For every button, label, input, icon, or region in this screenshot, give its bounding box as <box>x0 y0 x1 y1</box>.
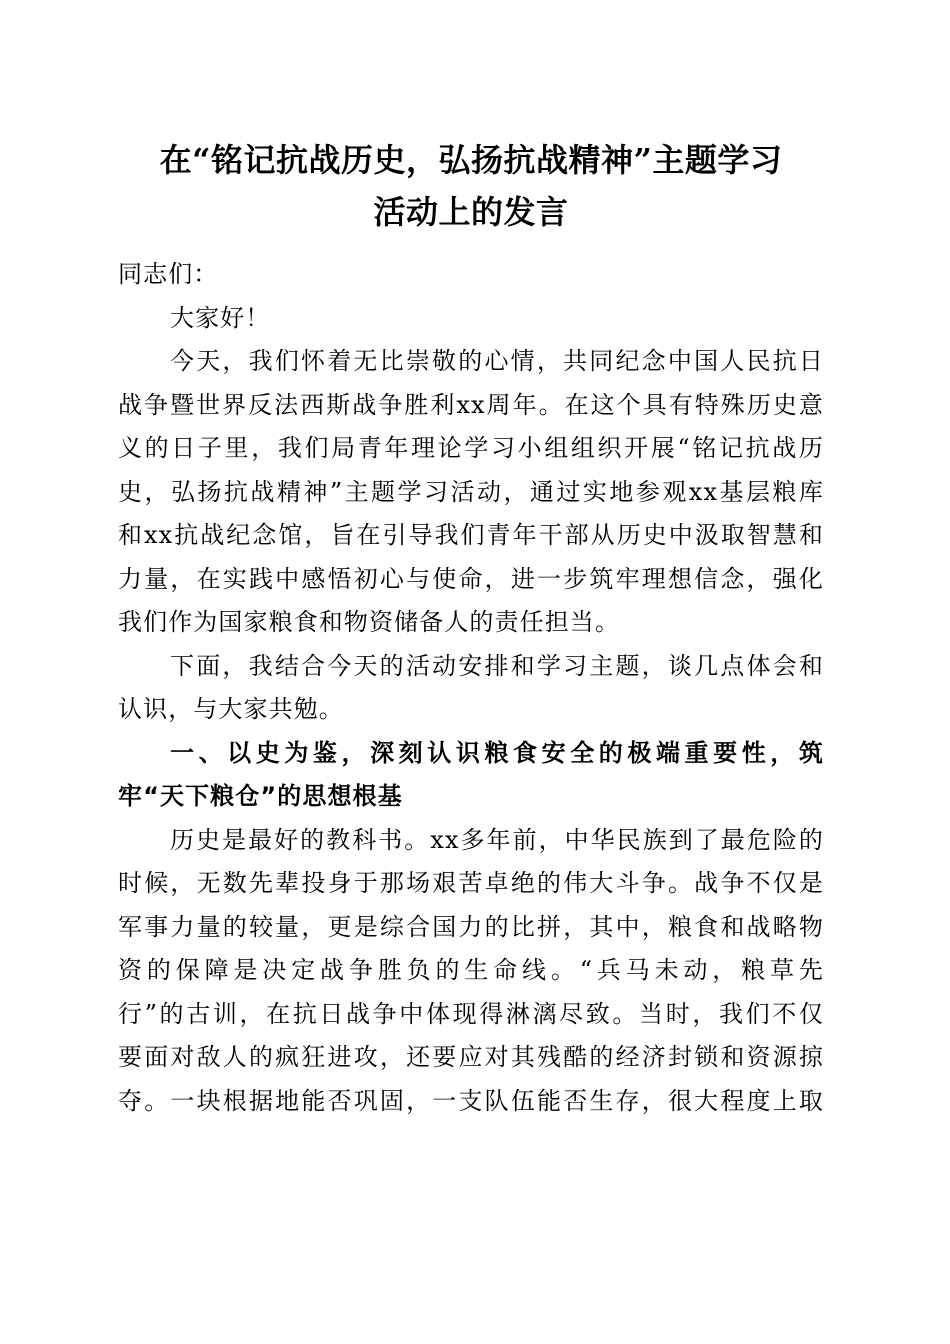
paragraph-line: 下面，我结合今天的活动安排和学习主题，谈几点体会和 <box>170 651 824 680</box>
paragraph-line: 历史是最好的教科书。xx多年前，中华民族到了最危险的 <box>170 825 824 854</box>
title-line-2: 活动上的发言 <box>373 193 569 231</box>
paragraph-line: 夺。一块根据地能否巩固，一支队伍能否生存，很大程度上取 <box>118 1086 824 1115</box>
paragraph-line: 行”的古训，在抗日战争中体现得淋漓尽致。当时，我们不仅 <box>118 999 824 1028</box>
paragraph-line: 我们作为国家粮食和物资储备人的责任担当。 <box>118 608 620 636</box>
paragraph-line: 战争暨世界反法西斯战争胜利xx周年。在这个具有特殊历史意 <box>118 390 824 419</box>
title-line-1: 在“铭记抗战历史，弘扬抗战精神”主题学习 <box>159 141 783 179</box>
paragraph-outline <box>118 645 824 732</box>
paragraph-line: 要面对敌人的疯狂进攻，还要应对其残酷的经济封锁和资源掠 <box>118 1043 824 1071</box>
heading-line: 牢“天下粮仓”的思想根基 <box>118 782 403 810</box>
paragraph-history <box>118 819 824 1124</box>
paragraph-line: 义的日子里，我们局青年理论学习小组组织开展“铭记抗战历 <box>118 434 824 462</box>
greeting: 大家好！ <box>170 303 271 332</box>
heading-line: 一、以史为鉴，深刻认识粮食安全的极端重要性，筑 <box>170 738 824 767</box>
document-title <box>118 134 824 238</box>
paragraph-line: 认识，与大家共勉。 <box>118 695 344 723</box>
paragraph-line: 力量，在实践中感悟初心与使命，进一步筑牢理想信念，强化 <box>118 564 824 593</box>
paragraph-line: 时候，无数先辈投身于那场艰苦卓绝的伟大斗争。战争不仅是 <box>118 869 824 897</box>
section-heading-1 <box>118 732 824 819</box>
paragraph-line: 资的保障是决定战争胜负的生命线。“兵马未动，粮草先 <box>118 956 824 984</box>
document-body <box>118 253 824 1123</box>
paragraph-intro <box>118 340 824 645</box>
paragraph-line: 今天，我们怀着无比崇敬的心情，共同纪念中国人民抗日 <box>170 347 824 375</box>
paragraph-line: 史，弘扬抗战精神”主题学习活动，通过实地参观xx基层粮库 <box>118 477 824 506</box>
salutation: 同志们： <box>118 260 219 288</box>
paragraph-line: 军事力量的较量，更是综合国力的比拼，其中，粮食和战略物 <box>118 912 824 941</box>
paragraph-line: 和xx抗战纪念馆，旨在引导我们青年干部从历史中汲取智慧和 <box>118 521 824 549</box>
